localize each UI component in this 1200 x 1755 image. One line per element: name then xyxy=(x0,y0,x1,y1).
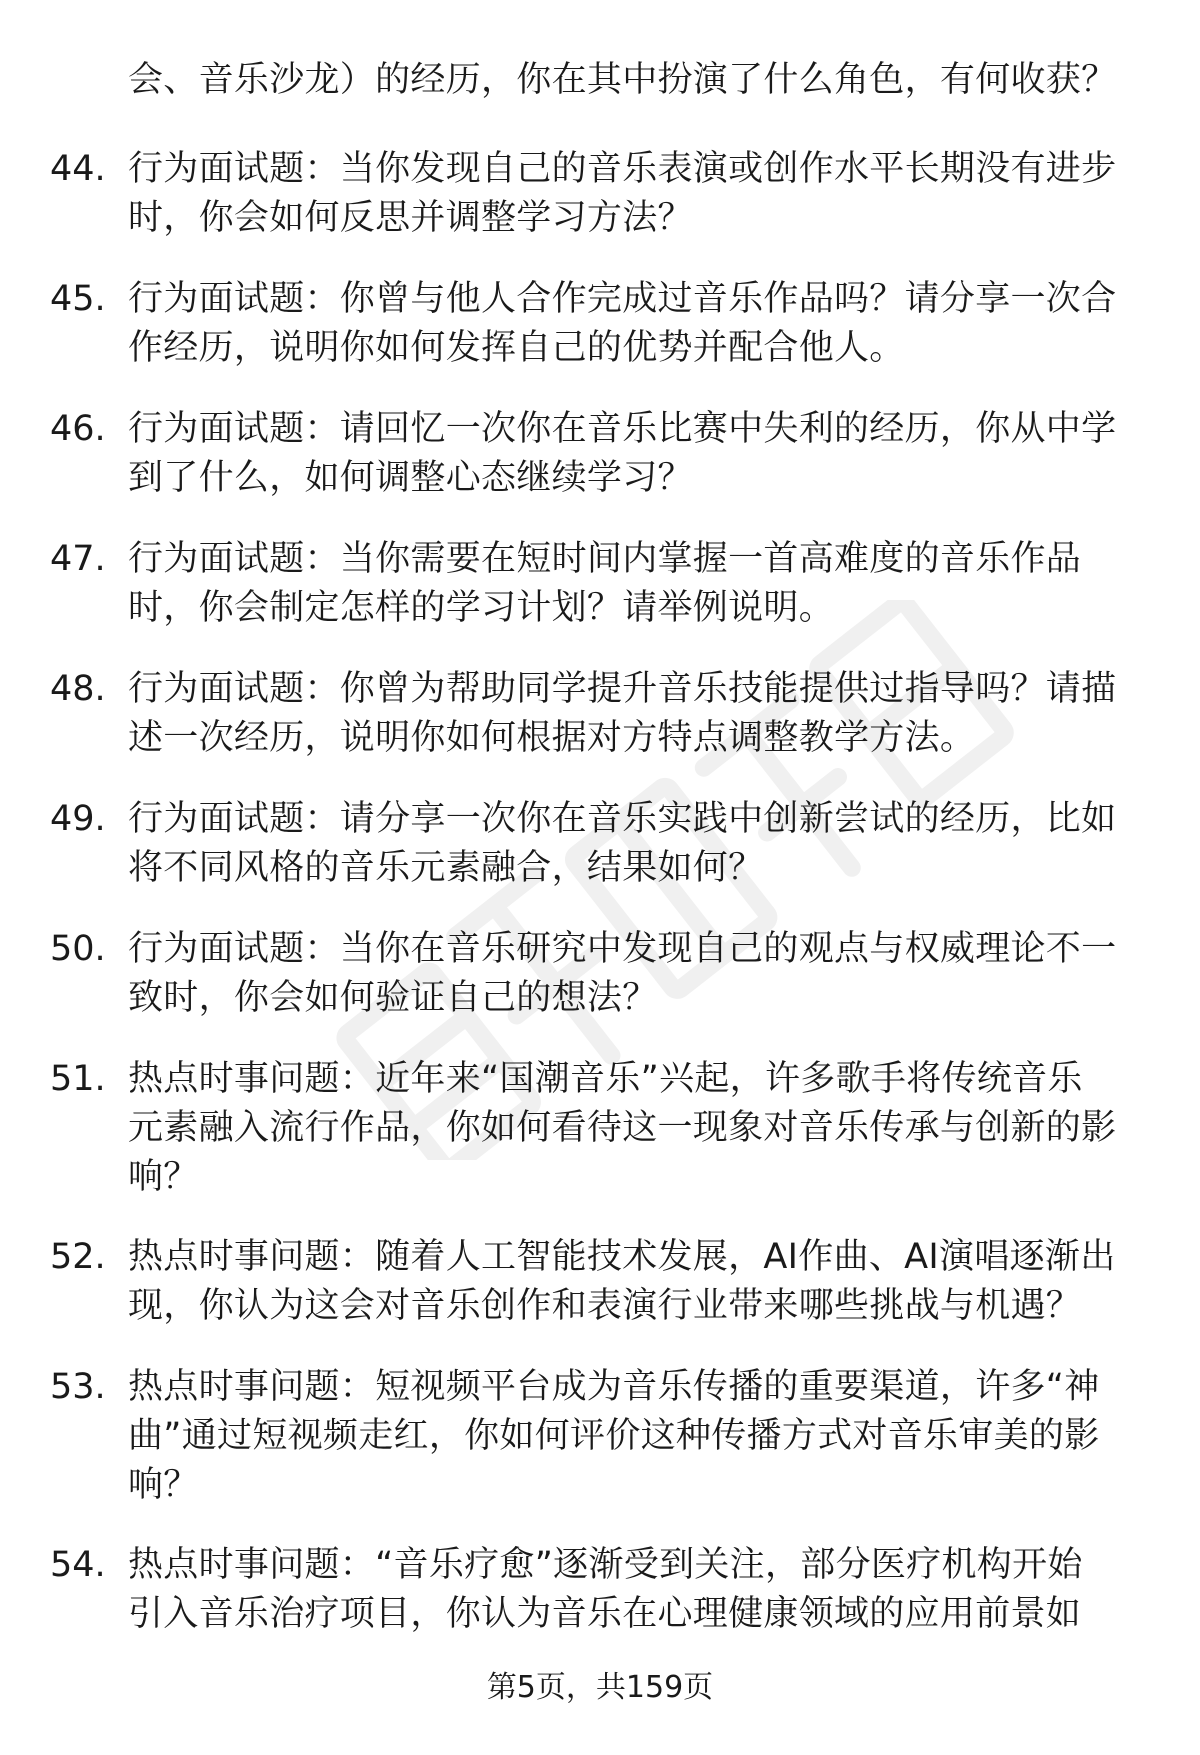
question-line: 行为面试题：请分享一次你在音乐实践中创新尝试的经历，比如 xyxy=(128,799,1117,839)
question-text xyxy=(128,275,1148,373)
question-text xyxy=(128,1363,1148,1510)
question-text xyxy=(128,1055,1148,1202)
question-line: 行为面试题：当你在音乐研究中发现自己的观点与权威理论不一 xyxy=(128,929,1117,969)
question-text xyxy=(128,535,1148,633)
question-item xyxy=(0,795,1200,925)
question-line: 响？ xyxy=(128,1157,199,1197)
question-line: 时，你会制定怎样的学习计划？请举例说明。 xyxy=(128,588,835,628)
question-number: 51. xyxy=(50,1059,106,1099)
question-text xyxy=(128,795,1148,893)
question-item xyxy=(0,925,1200,1055)
question-line: 述一次经历，说明你如何根据对方特点调整教学方法。 xyxy=(128,718,976,758)
question-line: 行为面试题：你曾为帮助同学提升音乐技能提供过指导吗？请描 xyxy=(128,669,1117,709)
question-number: 46. xyxy=(50,409,106,449)
question-item xyxy=(0,1055,1200,1233)
question-text xyxy=(128,1541,1148,1639)
question-line: 行为面试题：你曾与他人合作完成过音乐作品吗？请分享一次合 xyxy=(128,279,1117,319)
question-item xyxy=(0,1363,1200,1541)
question-text xyxy=(128,405,1148,503)
question-line: 元素融入流行作品，你如何看待这一现象对音乐传承与创新的影 xyxy=(128,1108,1117,1148)
question-text xyxy=(128,925,1148,1023)
question-line: 致时，你会如何验证自己的想法？ xyxy=(128,978,658,1018)
question-line: 到了什么，如何调整心态继续学习？ xyxy=(128,458,693,498)
question-list xyxy=(0,145,1200,1641)
question-number: 50. xyxy=(50,929,106,969)
question-line: 热点时事问题：短视频平台成为音乐传播的重要渠道，许多“神 xyxy=(128,1367,1100,1407)
question-line: 时，你会如何反思并调整学习方法？ xyxy=(128,198,693,238)
question-number: 47. xyxy=(50,539,106,579)
question-number: 48. xyxy=(50,669,106,709)
continuation-text: 会、音乐沙龙）的经历，你在其中扮演了什么角色，有何收获？ xyxy=(128,60,1117,100)
question-line: 现，你认为这会对音乐创作和表演行业带来哪些挑战与机遇？ xyxy=(128,1286,1082,1326)
question-text xyxy=(128,665,1148,763)
question-number: 49. xyxy=(50,799,106,839)
question-line: 热点时事问题：随着人工智能技术发展，AI作曲、AI演唱逐渐出 xyxy=(128,1237,1116,1277)
question-text xyxy=(128,1233,1148,1331)
question-item xyxy=(0,665,1200,795)
question-line: 响？ xyxy=(128,1465,199,1505)
question-number: 54. xyxy=(50,1545,106,1585)
question-line: 曲”通过短视频走红，你如何评价这种传播方式对音乐审美的影 xyxy=(128,1416,1100,1456)
question-text xyxy=(128,145,1148,243)
question-line: 引入音乐治疗项目，你认为音乐在心理健康领域的应用前景如 xyxy=(128,1594,1082,1634)
question-number: 45. xyxy=(50,279,106,319)
question-item xyxy=(0,145,1200,275)
page-footer: 第5页，共159页 xyxy=(486,1670,714,1705)
question-item xyxy=(0,535,1200,665)
question-number: 52. xyxy=(50,1237,106,1277)
question-number: 44. xyxy=(50,149,106,189)
question-number: 53. xyxy=(50,1367,106,1407)
question-item xyxy=(0,1541,1200,1641)
question-line: 行为面试题：当你发现自己的音乐表演或创作水平长期没有进步 xyxy=(128,149,1117,189)
question-item xyxy=(0,405,1200,535)
question-line: 行为面试题：当你需要在短时间内掌握一首高难度的音乐作品 xyxy=(128,539,1082,579)
question-line: 将不同风格的音乐元素融合，结果如何？ xyxy=(128,848,764,888)
question-item xyxy=(0,275,1200,405)
question-line: 作经历，说明你如何发挥自己的优势并配合他人。 xyxy=(128,328,905,368)
question-line: 热点时事问题：“音乐疗愈”逐渐受到关注，部分医疗机构开始 xyxy=(128,1545,1083,1585)
question-item xyxy=(0,1233,1200,1363)
question-line: 热点时事问题：近年来“国潮音乐”兴起，许多歌手将传统音乐 xyxy=(128,1059,1083,1099)
question-line: 行为面试题：请回忆一次你在音乐比赛中失利的经历，你从中学 xyxy=(128,409,1117,449)
